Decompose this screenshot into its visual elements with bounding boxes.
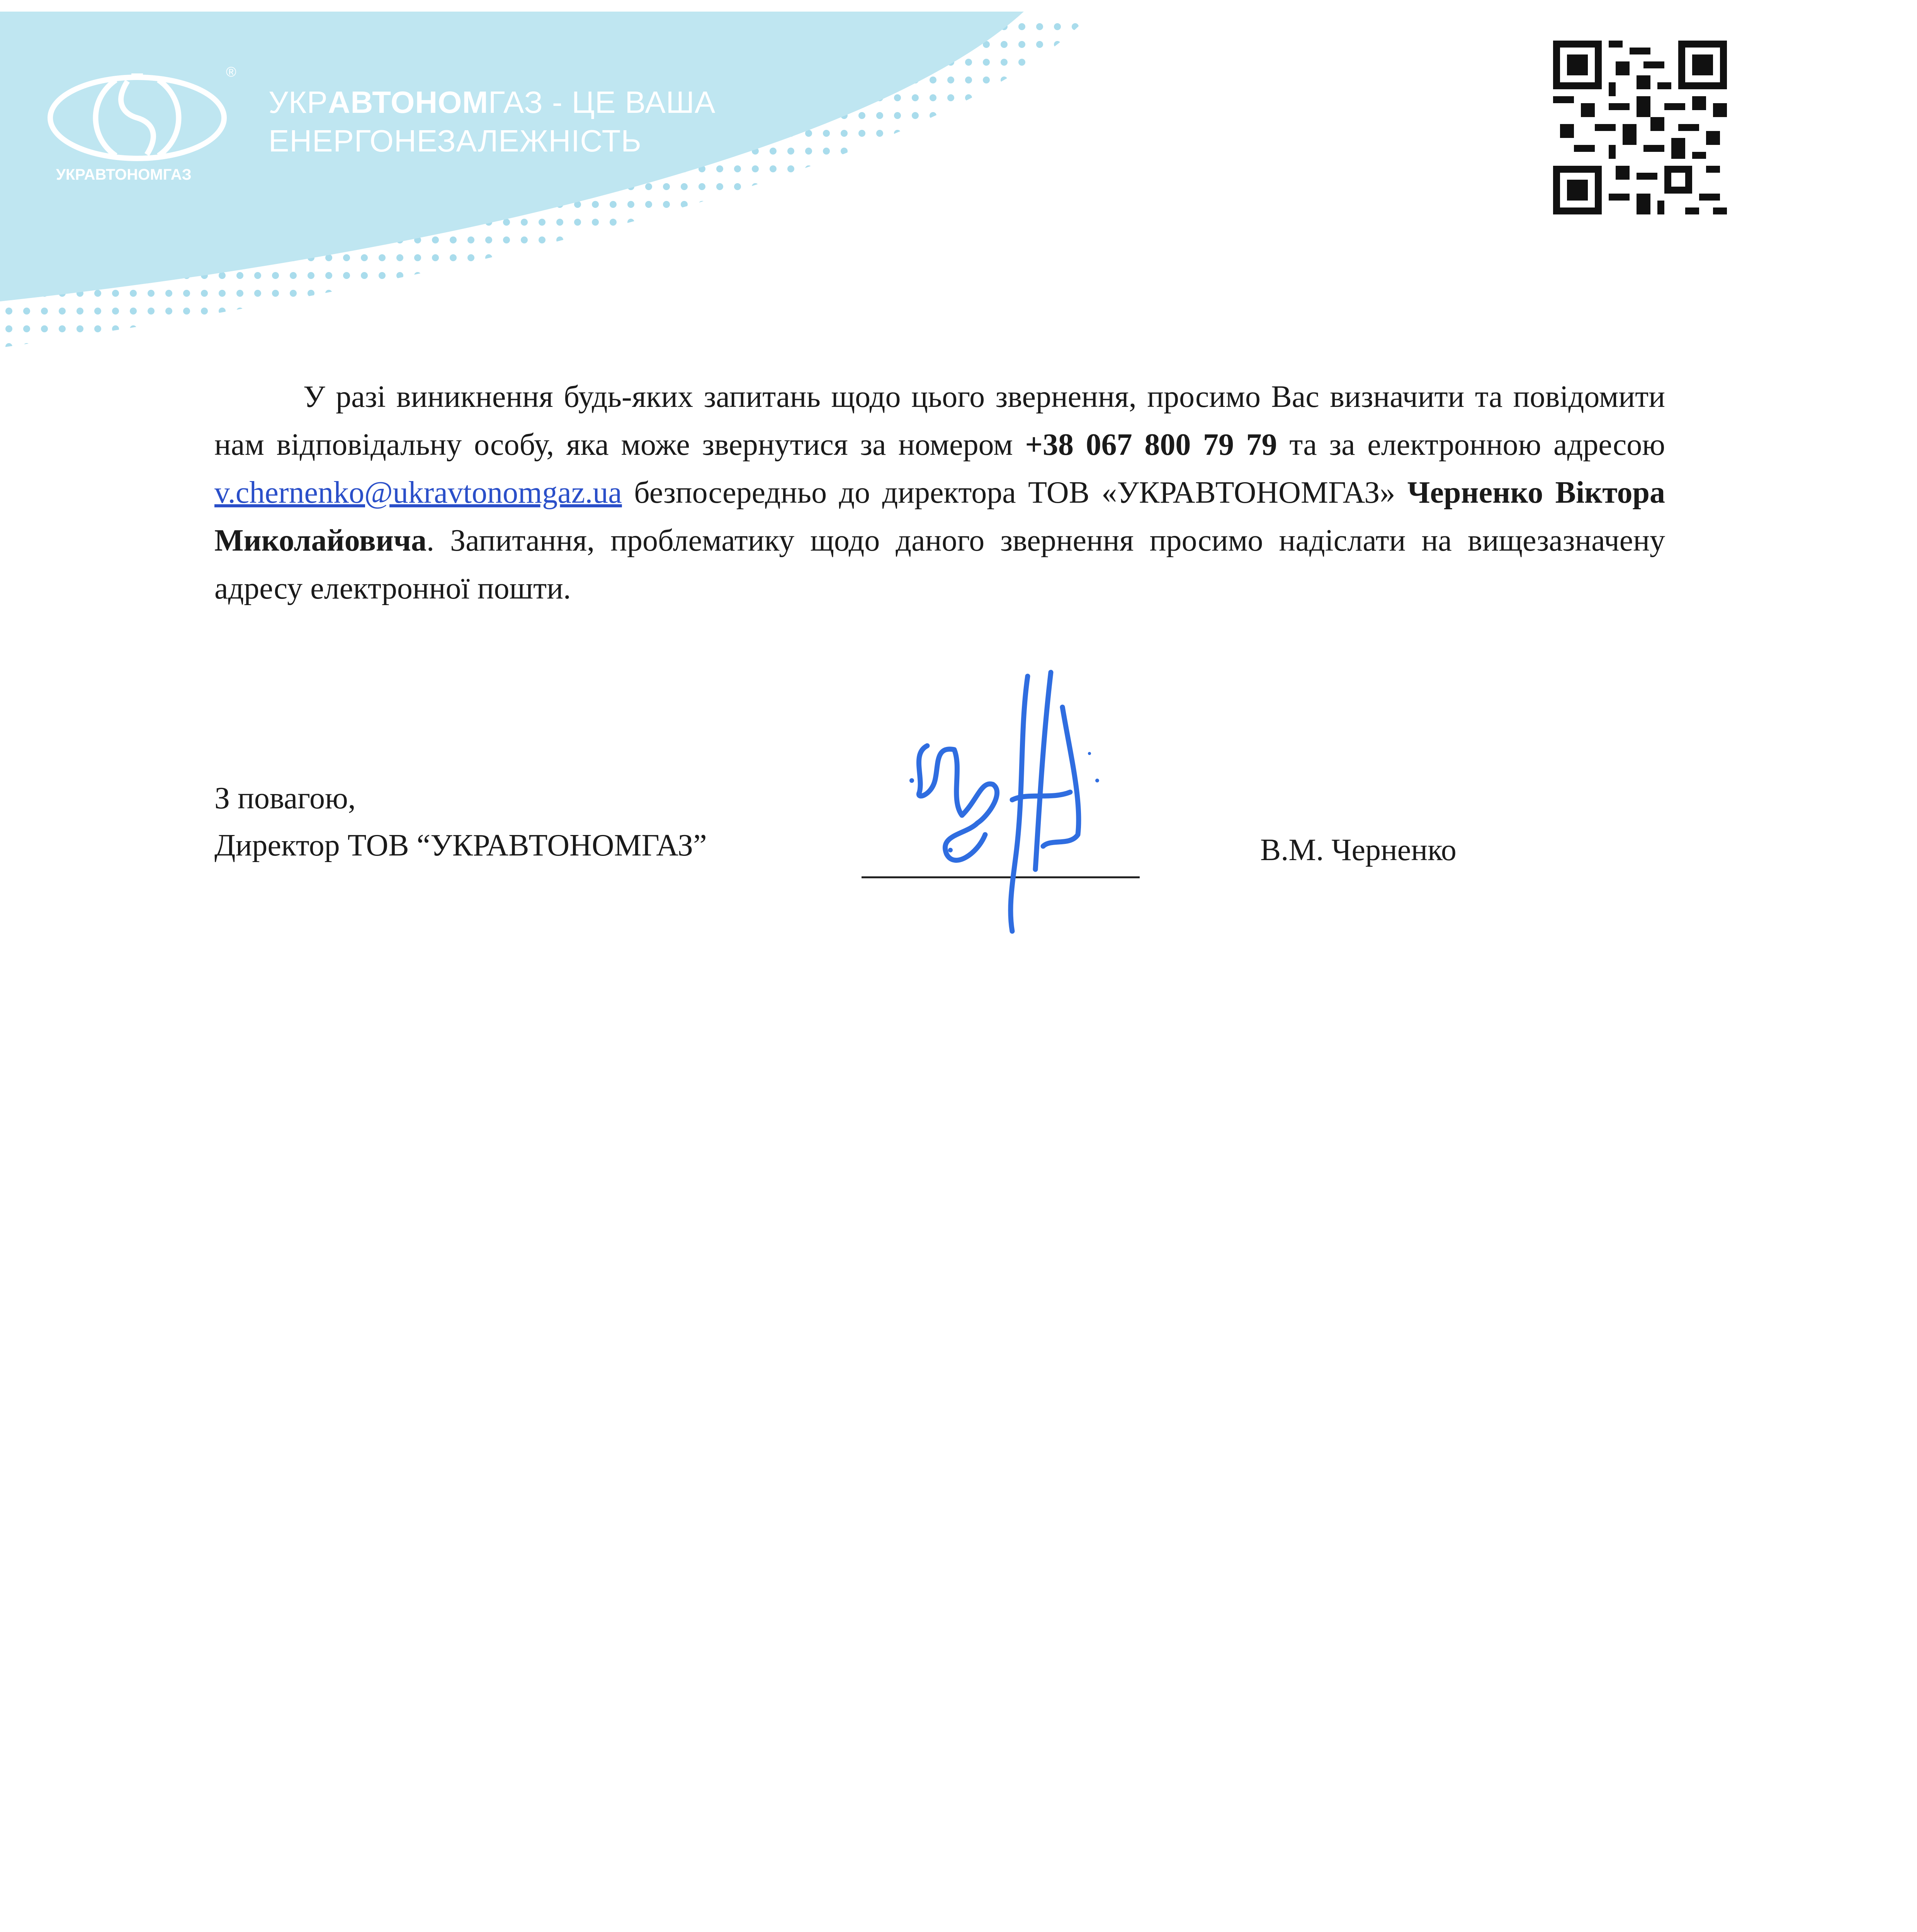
signer-name: В.М. Черненко [1260,833,1456,867]
director-name: Черненко Віктора Миколайовича [214,476,1665,558]
brand-slogan [269,83,715,160]
qr-code [1553,41,1727,214]
regards-text: З повагою, [214,781,356,815]
slogan-line2: ЕНЕРГОНЕЗАЛЕЖНІСТЬ [269,124,642,158]
letter-part1: У разі виникнення будь-яких запитань щодо цього звернення, просимо Вас визначити та повідомити нам відповідальну особу, яка може звернутися за номером [214,380,1665,462]
letter-part4: . Запитання, проблематику щодо даного звернення просимо надіслати на вищезазначену адресу електронної пошти. [214,524,1665,605]
contact-email-link[interactable]: v.chernenko@ukravtonomgaz.ua [214,476,622,510]
letter-part3: безпосередньо до директора ТОВ «УКРАВТОНОМГАЗ» [622,476,1407,510]
slogan-suffix: ГАЗ - ЦЕ ВАША [488,85,716,119]
slogan-bold: АВТОНОМ [328,85,489,119]
closing-block [214,775,707,869]
registered-mark: ® [226,64,236,80]
letter-part2: та за електронною адресою [1277,428,1665,462]
contact-phone: +38 067 800 79 79 [1025,428,1277,462]
company-logo-mark [46,71,228,164]
letter-body [214,373,1665,612]
signer-position: Директор ТОВ “УКРАВТОНОМГАЗ” [214,828,707,862]
slogan-prefix: УКР [269,85,328,119]
logo-caption: УКРАВТОНОМГАЗ [56,166,192,183]
signature [889,653,1128,954]
letter-paragraph [214,373,1665,612]
